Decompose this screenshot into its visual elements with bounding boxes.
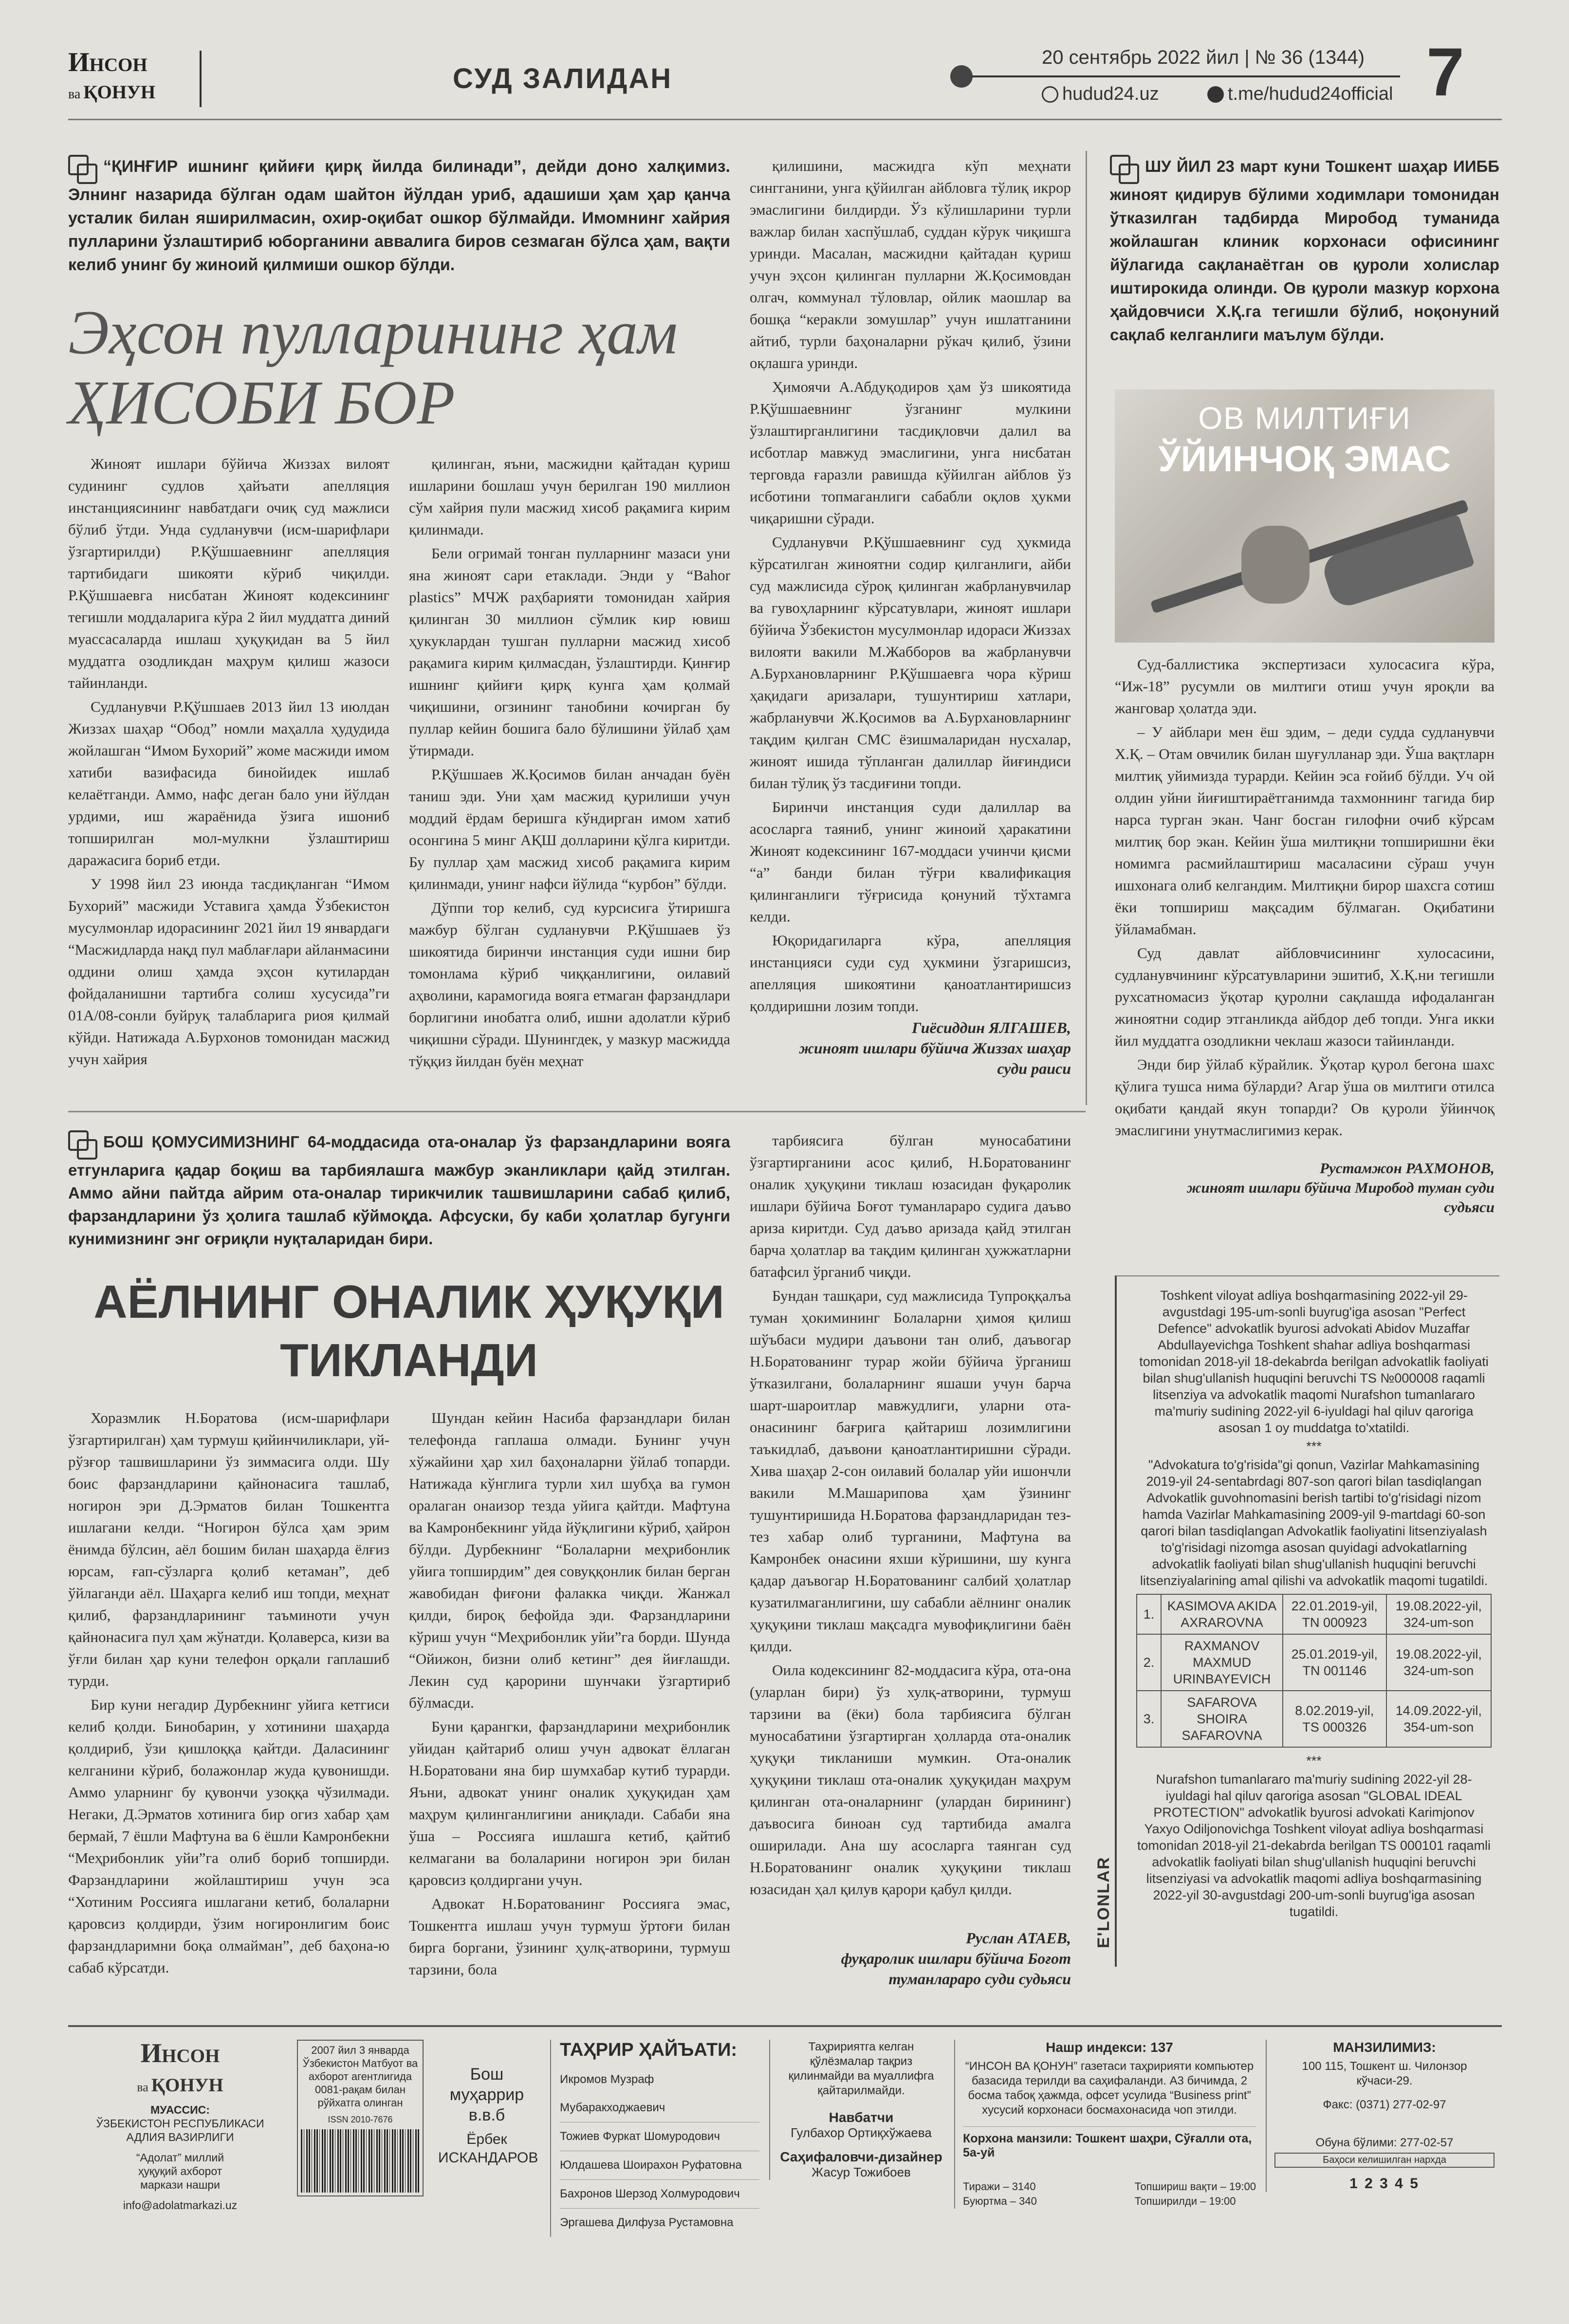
termination-info: 19.08.2022-yil, 324-um-son bbox=[1386, 1594, 1491, 1634]
rifle-photo bbox=[1115, 389, 1495, 643]
paragraph: Судланувчи Р.Қўшшаев 2013 йил 13 июлдан Жиззах шаҳар “Обод” номли маҳалла ҳудудида жойлашган “Имом Бухорий” жоме масжиди имом хатиби вазифасида бинойидек ишлаб келаётганди. Аммо, нафс деган бало уни йўлдан урдими, иш жараёнида ўзига ишониб топширилган мол-мулкни ўзлаштириш даражасига бориб етди. bbox=[68, 698, 389, 868]
advocate-name: SAFAROVA SHOIRA SAFAROVNA bbox=[1161, 1691, 1283, 1747]
article3-col2 bbox=[409, 1407, 730, 1976]
paragraph: тарбиясига бўлган муносабатини ўзгартирганини асос қилиб, Н.Боратованинг оналик ҳуқуқини тиклаш юзасидан фуқаролик ишлари бўйича Боғот туманлараро судига даъво ариза киритди. Суд даъво аризада қайд этилган барча ҳолатлар ва тақдим қилинган ҳужжатларни батафсил ўрганиб чиқди. bbox=[750, 1132, 1071, 1280]
termination-info: 19.08.2022-yil, 324-um-son bbox=[1386, 1634, 1491, 1691]
paragraph: қилинган, яъни, масжидни қайтадан қуриш ишларини бошлаш учун берилган 190 миллион сўм хайрия пули масжид хисоб рақамига кирим қилинмади. bbox=[409, 455, 730, 538]
article2-body bbox=[1115, 653, 1495, 1140]
price: Баҳоси келишилган нархда bbox=[1274, 2153, 1495, 2168]
telegram-link[interactable] bbox=[1207, 84, 1393, 105]
author-name: Рустамжон РАХМОНОВ, bbox=[1320, 1160, 1495, 1177]
copy-icon bbox=[68, 155, 96, 183]
advocate-name: KASIMOVA AKIDA AXRAROVNA bbox=[1161, 1594, 1283, 1634]
separator: *** bbox=[1306, 1439, 1322, 1454]
chief-editor bbox=[438, 2064, 538, 2167]
paragraph: Суд-баллистика экспертизаси хулосасига кўра, “Иж-18” русумли ов милтиги отиш учун яроқли ва жанговар ҳолатда эди. bbox=[1115, 656, 1495, 717]
paragraph: Адвокат Н.Боратованинг Россияга эмас, Тошкентга ишлаш учун турмуш ўртоғи билан бирга боргани, ўзининг ҳулқ-атворини, турмуш тарзини, бола bbox=[409, 1895, 730, 1978]
header-line bbox=[972, 75, 1400, 77]
elonlar-box bbox=[1094, 1275, 1499, 1967]
header-bottom-rule bbox=[68, 119, 1502, 120]
article1-lead-text: “ҚИНҒИР ишнинг қийиғи қирқ йилда билинади”, дейди доно халқимиз. Элнинг назарида бўлган одам шайтон йўлдан уриб, адашиши ҳам ҳар қанча усталик билан яширилмасин, охир-оқибат ошкор бўлмайди. Имомнинг хайрия пулларини ўзлаштириб юборганини аввалига биров сезмаган бўлса ҳам, вақти келиб унинг бу жиноий қилмиши ошкор бўлди. bbox=[68, 157, 730, 274]
page-digits: 1 2 3 4 5 bbox=[1349, 2176, 1420, 2192]
designer-name: Жасур Тожибоев bbox=[812, 2165, 911, 2179]
photo-title-1: ОВ МИЛТИҒИ bbox=[1198, 401, 1411, 436]
footer bbox=[68, 2035, 1502, 2254]
article1-lead bbox=[68, 155, 730, 277]
author-name: Руслан АТАЕВ, bbox=[966, 1929, 1071, 1947]
board-member: Тожиев Фуркат Шомуродович bbox=[560, 2122, 759, 2151]
paragraph: Бир куни негадир Дурбекнинг уйига кетгиси келиб қолди. Бинобарин, у хотинини шаҳарда қолдириб, ўзи қишлоққа қайтди. Даласининг келганини кўриб, болажонлар жуда қувонишди. Аммо уларнинг бу қувончи узоққа чўзилмади. Негаки, Д.Эрматов хотинига бир огиз хабар ҳам бермай, 7 ёшли Мафтуна ва 6 ёшли Камронбекни “Меҳрибонлик уйи”га олиб бориб топширди. Фарзандларини жойлаштириш учун эса “Хотиним Россияга ишлагани кетиб, болаларни қаровсиз қолдирди, ўзим ногиронлигим боис фарзандларимни боқа олмайман”, деб баҳона-ю сабаб кўрсатди. bbox=[68, 1696, 389, 1976]
article3-signature bbox=[750, 1928, 1071, 1989]
barcode-image bbox=[301, 2129, 420, 2193]
chief-label: Бош муҳаррир в.в.б bbox=[449, 2065, 524, 2124]
termination-info: 14.09.2022-yil, 354-um-son bbox=[1386, 1691, 1491, 1747]
founder: ЎЗБЕКИСТОН РЕСПУБЛИКАСИ АДЛИЯ ВАЗИРЛИГИ bbox=[96, 2117, 264, 2143]
publication-index: Нашр индекси: 137 bbox=[1046, 2040, 1173, 2055]
article1-col3 bbox=[750, 155, 1071, 1014]
paragraph: Юқоридагиларга кўра, апелляция инстанцияси суди суд ҳукмини ўзгаришсиз, апелляция шикоятини қаноатлантиришсиз қолдиришни лозим топди. bbox=[750, 932, 1071, 1014]
issn: ISSN 2010-7676 bbox=[328, 2115, 393, 2124]
advocate-name: RAXMANOV MAXMUD URINBAYEVICH bbox=[1161, 1634, 1283, 1691]
press-address: Корхона манзили: Тошкент шаҳри, Сўғалли ота, 5а-уй bbox=[963, 2126, 1256, 2160]
logo-divider bbox=[200, 51, 202, 107]
paragraph: Биринчи инстанция суди далиллар ва асосларга таяниб, унинг жиноий ҳаракатини Жиноят кодексининг 167-моддаси учинчи қисми “а” банди билан тўғри квалификация қилинганлиги тўғрисида қонуний тўхтамга келди. bbox=[750, 798, 1071, 925]
telegram-icon bbox=[1207, 86, 1224, 103]
board-member: Юлдашева Шоирахон Руфатовна bbox=[560, 2151, 759, 2180]
board-member: Икромов Музраф Мубаракходжаевич bbox=[560, 2066, 759, 2122]
order-number: Буюртма – 340 bbox=[963, 2195, 1037, 2207]
paragraph: Энди бир ўйлаб кўрайлик. Ўқотар қурол бегона шахс қўлига тушса нима бўларди? Агар ўша ов милтиги отилса оқибати қандай якун топарди? Ов қуроли ўйинчоқ эмаслигини унутмаслигимиз керак. bbox=[1115, 1056, 1495, 1139]
photo-title-2: ЎЙИНЧОҚ ЭМАС bbox=[1158, 439, 1451, 479]
paragraph: Р.Қўшшаев Ж.Қосимов билан анчадан буён таниш эди. Уни ҳам масжид қурилиши учун моддий ёрдам беришга кўндирган имом хатиб осонгина 5 минг АҚШ долларини қўлга киритди. Бу пуллар ҳам масжид хисоб рақамига кирим қилинмади, унинг нафси йўлида “курбон” бўлди. bbox=[409, 766, 730, 892]
license-info: 8.02.2019-yil, TS 000326 bbox=[1283, 1691, 1386, 1747]
copy-icon bbox=[1110, 155, 1138, 183]
footer-top-rule bbox=[68, 2025, 1502, 2027]
masthead-logo bbox=[68, 49, 195, 107]
article3-lead bbox=[68, 1130, 730, 1250]
row-number: 3. bbox=[1137, 1691, 1161, 1747]
paragraph: Судланувчи Р.Қўшшаевнинг суд ҳукмида кўрсатилган жиноятни содир қилганлиги, айби суд мажлисида сўроқ қилинган жабрланувчилар ва гувоҳларнинг кўрсатувлари, жиноят ишлари бўйича Ўзбекистон мусулмонлар идораси Жиззах вилояти вакили М.Жабборов ва жабрланувчи А.Бурхановларнинг Р.Қўшшаевга чора кўриш ҳақидаги аризалари, тушунтириш хатлари, жабрланувчи Ж.Қосимов ва А.Бурхановларнинг тақдим қилган СМС ёзишмаларидан нусхалар, жиноят ишида тўпланган далиллар йиғиндиси билан тўлиқ ўз тасдиғини топди. bbox=[750, 534, 1071, 792]
paragraph: Жиноят ишлари бўйича Жиззах вилоят судининг судлов ҳайъати апелляция инстанциясининг навбатдаги очиқ суд мажлиси бўлиб ўтди. Унда судланувчи (исм-шарифлари ўзгартирилди) Р.Қўшшаевнинг апелляция тартибидаги шикояти кўриб чиқилди. Р.Қўшшаевга нисбатан Жиноят кодексининг тегишли моддаларига кўра 2 йил муддатга диний муассасаларда ишлаш ҳуқуқидан ва 5 йил муддатга озодликдан маҳрум қилиш жазоси тайинланди. bbox=[68, 455, 389, 691]
advocates-table bbox=[1136, 1594, 1492, 1748]
founder-label: МУАССИС: bbox=[150, 2103, 210, 2116]
submitted: Топширилди – 19:00 bbox=[1134, 2195, 1236, 2207]
logo-va: ва bbox=[137, 2080, 148, 2094]
author-role: туманлараро суди судьяси bbox=[888, 1970, 1071, 1988]
logo-va: ва bbox=[68, 87, 81, 102]
duty-label: Навбатчи bbox=[829, 2110, 894, 2125]
email-link[interactable]: info@adolatmarkazi.uz bbox=[123, 2199, 238, 2212]
paragraph: Суд давлат айбловчисининг хулосасини, судланувчининг кўрсатувларини эшитиб, Х.Қ.ни тегишли рухсатномасиз ўқотар қуролни сақлашда ифодаланган жиноятни содир этганликда айбдор деб топди. Унга икки йил муддатга озодликни чеклаш жазоси тайинланди. bbox=[1115, 944, 1495, 1049]
paragraph: Ҳимоячи А.Абдуқодиров ҳам ўз шикоятида Р.Қўшшаевнинг ўзганинг мулкини ўзлаштирганлигини тасдиқловчи далил ва исботлар мавжуд эмаслигини, унга нисбатан терговда ғаразли равишда кўйилган айблов ўз исботини топмаганлиги сабабли оқлов ҳукми чиқаришни сўради. bbox=[750, 378, 1071, 527]
site-link[interactable] bbox=[1042, 84, 1159, 105]
article2-lead-text: ШУ ЙИЛ 23 март куни Тошкент шаҳар ИИББ жиноят қидирув бўлими ходимлари томонидан ўтказилган тадбирда Миробод туманида жойлашган клиник корхонаси офисининг йўлагида сақланаётган ов қуроли холислар иштирокида олинди. Ов қуроли мазкур корхона ҳайдовчиси Х.Қ.га тегишли бўлиб, ноқонуний сақлаб келганлиги маълум бўлди. bbox=[1110, 157, 1499, 344]
separator: *** bbox=[1306, 1753, 1322, 1768]
author-role: жиноят ишлари бўйича Жиззах шаҳар bbox=[799, 1039, 1071, 1057]
elonlar-vertical-label: E'LONLAR bbox=[1094, 1856, 1113, 1948]
vertical-divider bbox=[1086, 151, 1087, 1105]
board-title: ТАҲРИР ҲАЙЪАТИ: bbox=[560, 2040, 738, 2060]
horizontal-divider bbox=[68, 1111, 1086, 1112]
table-row bbox=[1137, 1594, 1491, 1634]
fax: Факс: (0371) 277-02-97 bbox=[1323, 2098, 1446, 2111]
paragraph: Дўппи тор келиб, суд курсисига ўтиришга мажбур бўлган судланувчи Р.Қўшшаев ўз шикоятида биринчи инстанция суди ишни бир томонлама кўриб чиққанлигини, оилавий аҳволини, карамогида вояга етмаган фарзандлари борлигини инобатга олиб, ишни адолатли кўриб чиқишни сўради. Шунингдек, у мазкур масжидда тўққиз йилдан буён меҳнат bbox=[409, 899, 730, 1070]
article1-col1 bbox=[68, 453, 389, 1100]
globe-icon bbox=[1042, 86, 1058, 103]
section-title: СУД ЗАЛИДАН bbox=[453, 63, 673, 94]
article1-title-1: Эҳсон пулларининг ҳам bbox=[68, 298, 678, 367]
author-name: Гиёсиддин ЯЛГАШЕВ, bbox=[911, 1019, 1071, 1036]
article1-title-2: ҲИСОБИ БОР bbox=[68, 368, 455, 437]
article3-col1 bbox=[68, 1407, 389, 1976]
paragraph: – У айблари мен ёш эдим, – деди судда судланувчи Х.Қ. – Отам овчилик билан шуғулланар эди. Ўша вақтларн милтиқ уйимизда турарди. Кейин эса ғойиб бўлди. Уч ой олдин уйни йиғиштираётганимда тахмоннинг тагида бир нарса турган экан. Чанг босган гилофни очиб кўрсам милтиқ бор экан. Кейин ўша милтиқни топширишни ёки номимга расмийлаштириш масаласини сўраш учун ишхонага олиб келгандим. Милтиқни бирор шахсга сотиш ёки топшириш мақсадим бўлмаган. Оқибатини ўйламабман. bbox=[1115, 723, 1495, 938]
article3-col3 bbox=[750, 1129, 1071, 1923]
header-dot bbox=[950, 65, 973, 88]
paragraph: қилишини, масжидга кўп меҳнати сингганини, унга қўйилган айбловга тўлиқ икрор эмаслигини билдирди. Ўз кўлишларини турли важлар билан хаспўшлаб, суддан кўрук чиқишга уринди. Масалан, масжидни қайтадан қуриш учун эҳсон қилинган пулларни Ж.Қосимовдан олгач, коммунал тўловлар, ойлик маошлар ва бошқа “керакли зомушлар” учун ишлатганини айтиб, турли баҳоналарни рўкач қилиб, ўзини оқлашга уринди. bbox=[750, 157, 1071, 371]
article2-lead bbox=[1110, 155, 1499, 347]
printing-info: “ИНСОН ВА ҚОНУН” газетаси таҳририяти компьютер базасида терилди ва саҳифаланди. А3 бичимда, 2 босма табоқ ҳажмда, офсет усулида “Business print” хусусий корхонаси босмахонасида чоп этилди. bbox=[965, 2060, 1254, 2117]
table-row bbox=[1137, 1634, 1491, 1691]
announcement-text: Toshkent viloyat adliya boshqarmasining 2022-yil 29-avgustdagi 195-um-sonli buyrug'iga asosan "Perfect Defence" advokatlik byurosi advokati Abidov Muzaffar Abdullayevichga Toshkent shahar adliya boshqarmasi tomonidan 2018-yil 18-dekabrda berilgan advokatlik faoliyati bilan shug'ullanish huquqini beruvchi TS №000008 raqamli litsenziya va advokatlik maqomi Nurafshon tumanlararo ma'muriy sudining 2022-yil 6-iyuldagi hal qiluv qaroriga asosan 1 oy muddatga to'xtatildi. bbox=[1139, 1288, 1489, 1435]
deadline: Топшириш вақти – 19:00 bbox=[1134, 2180, 1256, 2193]
article3-lead-text: БОШ ҚОМУСИМИЗНИНГ 64-моддасида ота-оналар ўз фарзандларини вояга етгунларига қадар боқиш ва тарбиялашга мажбур эканликлари қайд этилган. Аммо айни пайтда айрим ота-оналар тирикчилик ташвишларини сабаб қилиб, фарзандларини ўз ҳолига ташлаб кўймоқда. Афсуски, бу каби ҳолатлар бугунги кунимизнинг энг оғриқли нуқталаридан бири. bbox=[68, 1133, 730, 1248]
paragraph: Бундан ташқари, суд мажлисида Тупроққалъа туман ҳокимининг Болаларни ҳимоя қилиш шўъбаси мудири даъвони тан олиб, даъвогар Н.Боратованинг турар жойи бўйича ўрганиш ўтказилгани, болаларнинг яшаши учун барча шарт-шароитлар мавжудлиги, уларни ота-онасининг бағрига қайтариш лозимлигини таъкидлаб, даъвони қаноатлантиришни сўради. Хива шаҳар 2-сон оилавий болалар уйи ишончли вакили М.Машарипова ҳам ўзининг тушунтиришида Н.Боратова фарзандларидан тез-тез хабар олиб турганини, Мафтуна ва Камронбек онасини яхши кўришини, шу кунга қадар даъвогар Н.Боратованинг салбий ҳолатлар кузатилмаганлигини, шу сабабли аёлнинг оналик ҳуқуқини тиклаш мақсадга мувофиқлигини баён қилди. bbox=[750, 1287, 1071, 1655]
paragraph: Хоразмлик Н.Боратова (исм-шарифлари ўзгартирилган) ҳам турмуш қийинчиликлари, уй-рўзғор ташвишларини ўз зиммасига олди. Шу боис фарзандларини қайнонасига ташлаб, ногирон эри Д.Эрматов билан Тошкентга ишлагани келди. “Ногирон бўлса ҳам эрим ёнимда бўлсин, аёл бошим билан шаҳарда ёлғиз юрсам, ғап-сўзларга қолиб кетаман”, деб ўйлаганди аёл. Шаҳарга келиб иш топди, меҳнат қилиб, фарзандларининг таъминоти учун қайнонасига пул ҳам жўнатди. Қолаверса, кизи ва ўғли билан ҳар куни телефон орқали гаплашиб турди. bbox=[68, 1409, 389, 1689]
address-label: МАНЗИЛИМИЗ: bbox=[1333, 2040, 1436, 2055]
duty-name: Гулбахор Ортиқхўжаева bbox=[791, 2125, 932, 2140]
logo-top: Инсон bbox=[140, 2038, 220, 2068]
license-info: 25.01.2019-yil, TN 001146 bbox=[1283, 1634, 1386, 1691]
author-role: судьяси bbox=[1444, 1199, 1495, 1216]
table-row bbox=[1137, 1691, 1491, 1747]
chief-name: Ёрбек ИСКАНДАРОВ bbox=[438, 2131, 538, 2166]
announcement-text: Nurafshon tumanlararo ma'muriy sudining 2022-yil 28-iyuldagi hal qiluv qaroriga asosan "GLOBAL IDEAL PROTECTION" advokatlik byurosi advokati Karimjonov Yaxyo Odiljonovichga Toshkent viloyat adliya boshqarmasi tomonidan 2018-yil 21-dekabrda berilgan TS 000101 raqamli advokatlik faoliyati bilan shug'ullanish huquqini beruvchi litsenziyasi va advokatlik maqomi adliya boshqarmasining 2022-yil 30-avgustdagi 200-um-sonli buyrug'iga asosan tugatildi. bbox=[1137, 1772, 1491, 1919]
paragraph: У 1998 йил 23 июнда тасдиқланган “Имом Бухорий” масжиди Уставига ҳамда Ўзбекистон мусулмонлар идорасининг 2021 йил 19 январдаги “Масжидларда нақд пул маблағлари айланмасини оддини олиш ҳамда эҳсон кутилардан фойдаланишни тартибга солиш хусусида”ги 01А/08-сонли буйруқ талабларига риоя қилмай кўйди. Натижада А.Бурхонов томонидан масжид учун хайрия bbox=[68, 875, 389, 1068]
subscription: Обуна бўлими: 277-02-57 bbox=[1315, 2136, 1454, 2149]
logo-top: Инсон bbox=[68, 47, 148, 77]
logo-bottom: қонун bbox=[83, 74, 156, 105]
article2-signature bbox=[1115, 1159, 1495, 1217]
site-text: hudud24.uz bbox=[1062, 84, 1159, 104]
hand-shape bbox=[1241, 526, 1310, 604]
board-member: Эргашева Дилфуза Рустамовна bbox=[560, 2216, 734, 2229]
issue-date: 20 сентябрь 2022 йил | № 36 (1344) bbox=[1042, 47, 1365, 68]
designer-label: Саҳифаловчи-дизайнер bbox=[780, 2149, 942, 2164]
paragraph: Бели огримай тонган пулларнинг мазаси уни яна жиноят сари етаклади. Энди у “Bahor plastics” МЧЖ раҳбарияти томонидан хайрия қилинган 30 миллион сўмлик кир ювиш ҳукуклардан тушган пулларни масжид хисоб рақамига кирим қилмасдан, ўзлаштирди. Қинғир ишнинг қийиғи қирқ кунга ҳам қолмай чиқишини, огзининг танобини кочирган бу пуллар кейин бошига бало бўлишини ўйлаб ҳам ўтирмади. bbox=[409, 545, 730, 759]
article1-signature bbox=[750, 1017, 1071, 1079]
author-role: фуқаролик ишлари бўйича Боғот bbox=[841, 1950, 1071, 1967]
manuscript-notice: Таҳририятга келган қўлёзмалар тақриз қилинмайди ва муаллифга қайтарилмайди. bbox=[788, 2040, 934, 2097]
article3-title-1: АЁЛНИНГ ОНАЛИК ҲУҚУҚИ bbox=[93, 1276, 724, 1328]
author-role: жиноят ишлари бўйича Миробод туман суди bbox=[1186, 1179, 1495, 1196]
row-number: 1. bbox=[1137, 1594, 1161, 1634]
row-number: 2. bbox=[1137, 1634, 1161, 1691]
article3-title-2: ТИКЛАНДИ bbox=[280, 1334, 538, 1386]
logo-bottom: қонун bbox=[151, 2067, 223, 2098]
registration-text: 2007 йил 3 январда Ўзбекистон Матбуот ва ахборот агентлигида 0081-рақам билан рўйхатга олинган bbox=[302, 2044, 418, 2109]
address: 100 115, Тошкент ш. Чилонзор кўчаси-29. bbox=[1302, 2060, 1467, 2087]
paragraph: Буни қарангки, фарзандларини меҳрибонлик уйидан қайтариб олиш учун адвокат ёллаган Н.Боратовани яна бир шумхабар кутиб турарди. Яъни, адвокат унинг оналик ҳуқуқидан ҳам маҳрум қилинганлигини аниқлади. Сабаби яна ўша – Россияга ишлашга кетиб, қайтиб келмагани ва болаларини ногирон эри билан қаровсиз қолдиргани учун. bbox=[409, 1718, 730, 1888]
circulation: Тиражи – 3140 bbox=[963, 2180, 1036, 2193]
partner-text: “Адолат” миллий ҳуқуқий ахборот маркази нашри bbox=[136, 2151, 224, 2191]
page-number: 7 bbox=[1426, 34, 1464, 110]
paragraph: Шундан кейин Насиба фарзандлари билан телефонда гаплаша олмади. Бунинг учун хўжайини ҳар хил баҳоналарни ўйлаб топарди. Натижада кўнглига турли хил шубҳа ва гумон оралаган онаизор тезда уйига қайтди. Мафтуна ва Камронбекнинг уйда йўқлигини кўриб, ҳайрон бўлди. Дурбекнинг “Болаларни меҳрибонлик уйига топширдим” дея совуққонлик билан берган жавобидан фиғони фалакка чиқди. Жанжал қилди, бироқ бефойда эди. Фарзандларини кўриш учун “Меҳрибонлик уйи”га борди. Шунда “Ойижон, бизни олиб кетинг” дея йиғлашди. Лекин суд қарорини шунчаки ўзгартириб бўлмасди. bbox=[409, 1409, 730, 1711]
footer-logo bbox=[78, 2040, 282, 2098]
article1-col2 bbox=[409, 453, 730, 1100]
copy-icon bbox=[68, 1130, 96, 1159]
telegram-text: t.me/hudud24official bbox=[1228, 84, 1393, 104]
license-info: 22.01.2019-yil, TN 000923 bbox=[1283, 1594, 1386, 1634]
author-role: суди раиси bbox=[997, 1060, 1071, 1077]
paragraph: Оила кодексининг 82-моддасига кўра, ота-она (уларлан бири) ўз хулқ-атворини, турмуш тарзини ва (ёки) бола тарбиясига бўлган муносабатини ўзгартирган ҳолларда ота-оналик ҳуқуқи тикланиши мумкин. Ота-оналик ҳуқуқини тиклаш ота-оналик ҳуқуқидан маҳрум қилинган ота-оналарнинг (улардан бирининг) даъвосига биноан суд тартибида амалга оширилади. Ана шу асосларга таянган суд Н.Боратованинг оналик ҳуқуқини тиклаш юзасидан ҳал қилув қарори қабул қилди. bbox=[750, 1661, 1071, 1898]
board-member: Бахронов Шерзод Холмуродович bbox=[560, 2180, 759, 2209]
announcement-text: "Advokatura to'g'risida"gi qonun, Vazirlar Mahkamasining 2019-yil 24-sentabrdagi 807-son qarori bilan tasdiqlangan Advokatlik guvohnomasini berish tartibi to'g'risidagi nizom hamda Vazirlar Mahkamasining 2009-yil 9-martdagi 60-son qarori bilan tasdiqlangan Advokatlik faoliyatini litsenziyalash to'g'risidagi nizomga asosan quyidagi advokatlarning advokatlik faoliyati bilan shug'ullanish huquqini beruvchi litsenziyalarining amal qilishi va advokatlik maqomi tugatildi. bbox=[1140, 1457, 1488, 1588]
